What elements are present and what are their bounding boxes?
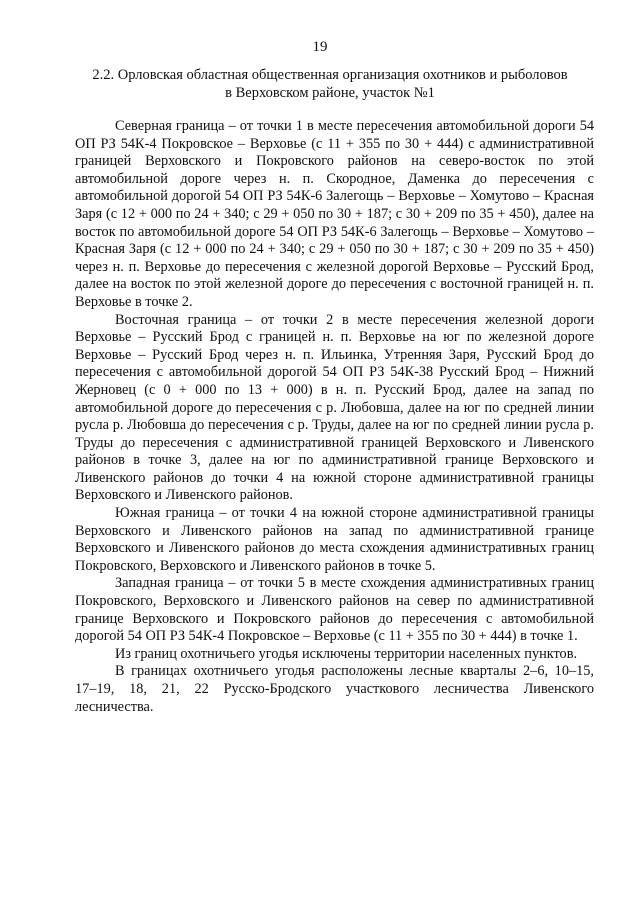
section-heading-line-2: в Верховском районе, участок №1 <box>225 85 435 101</box>
section-heading <box>60 66 600 102</box>
document-body <box>75 118 594 716</box>
paragraph-forest-quarters: В границах охотничьего угодья расположены лесные кварталы 2–6, 10–15, 17–19, 18, 21, 22 Русско-Бродского участкового лесничества Ливенского лесничества. <box>75 663 594 715</box>
paragraph-north-border: Северная граница – от точки 1 в месте пересечения автомобильной дороги 54 ОП РЗ 54К-4 Покровское – Верховье (с 11 + 355 по 30 + 444) с административной границей Верховского и Покровского районов на северо-восток по этой автомобильной дороге через н. п. Скородное, Даменка до пересечения с автомобильной дорогой 54 ОП РЗ 54К-6 Залегощь – Верховье – Хомутово – Красная Заря (с 12 + 000 по 24 + 340; с 29 + 050 по 30 + 187; с 30 + 209 по 35 + 450), далее на восток по автомобильной дороге 54 ОП РЗ 54К-6 Залегощь – Верховье – Хомутово – Красная Заря (с 12 + 000 по 24 + 340; с 29 + 050 по 30 + 187; с 30 + 209 по 35 + 450) через н. п. Верховье до пересечения с железной дорогой Верховье – Русский Брод, далее на восток по этой железной дороге до пересечения с восточной границей н. п. Верховье в точке 2. <box>75 118 594 310</box>
paragraph-west-border: Западная граница – от точки 5 в месте схождения административных границ Покровского, Верховского и Ливенского районов на север по административной границе Верховского и Покровского районов до пересечения с автомобильной дорогой 54 ОП РЗ 54К-4 Покровское – Верховье (с 11 + 355 по 30 + 444) в точке 1. <box>75 575 594 645</box>
paragraph-exclusions: Из границ охотничьего угодья исключены территории населенных пунктов. <box>115 645 578 662</box>
section-heading-line-1: 2.2. Орловская областная общественная организация охотников и рыболовов <box>92 67 568 83</box>
paragraph-south-border: Южная граница – от точки 4 на южной стороне административной границы Верховского и Ливенского районов на запад по административной границе Верховского и Ливенского районов до места схождения административных границ Покровского, Верховского и Ливенского районов в точке 5. <box>75 505 594 574</box>
paragraph-east-border: Восточная граница – от точки 2 в месте пересечения железной дороги Верховье – Русский Брод с границей н. п. Верховье на юг по железной дороге Верховье – Русский Брод через н. п. Ильинка, Утренняя Заря, Русский Брод до пересечения с автомобильной дорогой 54 ОП РЗ 54К-38 Русский Брод – Нижний Жерновец (с 0 + 000 по 13 + 000) в н. п. Русский Брод, далее на запад по автомобильной дороге до пересечения с р. Любовша, далее на юг по средней линии русла р. Любовша до пересечения с р. Труды, далее на юг по средней линии русла р. Труды до пересечения с административной границей Верховского и Ливенского районов в точке 3, далее на юг по административной границе Верховского и Ливенского районов до точки 4 на южной стороне административной границы Верховского и Ливенского районов. <box>75 311 594 504</box>
page-number: 19 <box>312 39 328 55</box>
